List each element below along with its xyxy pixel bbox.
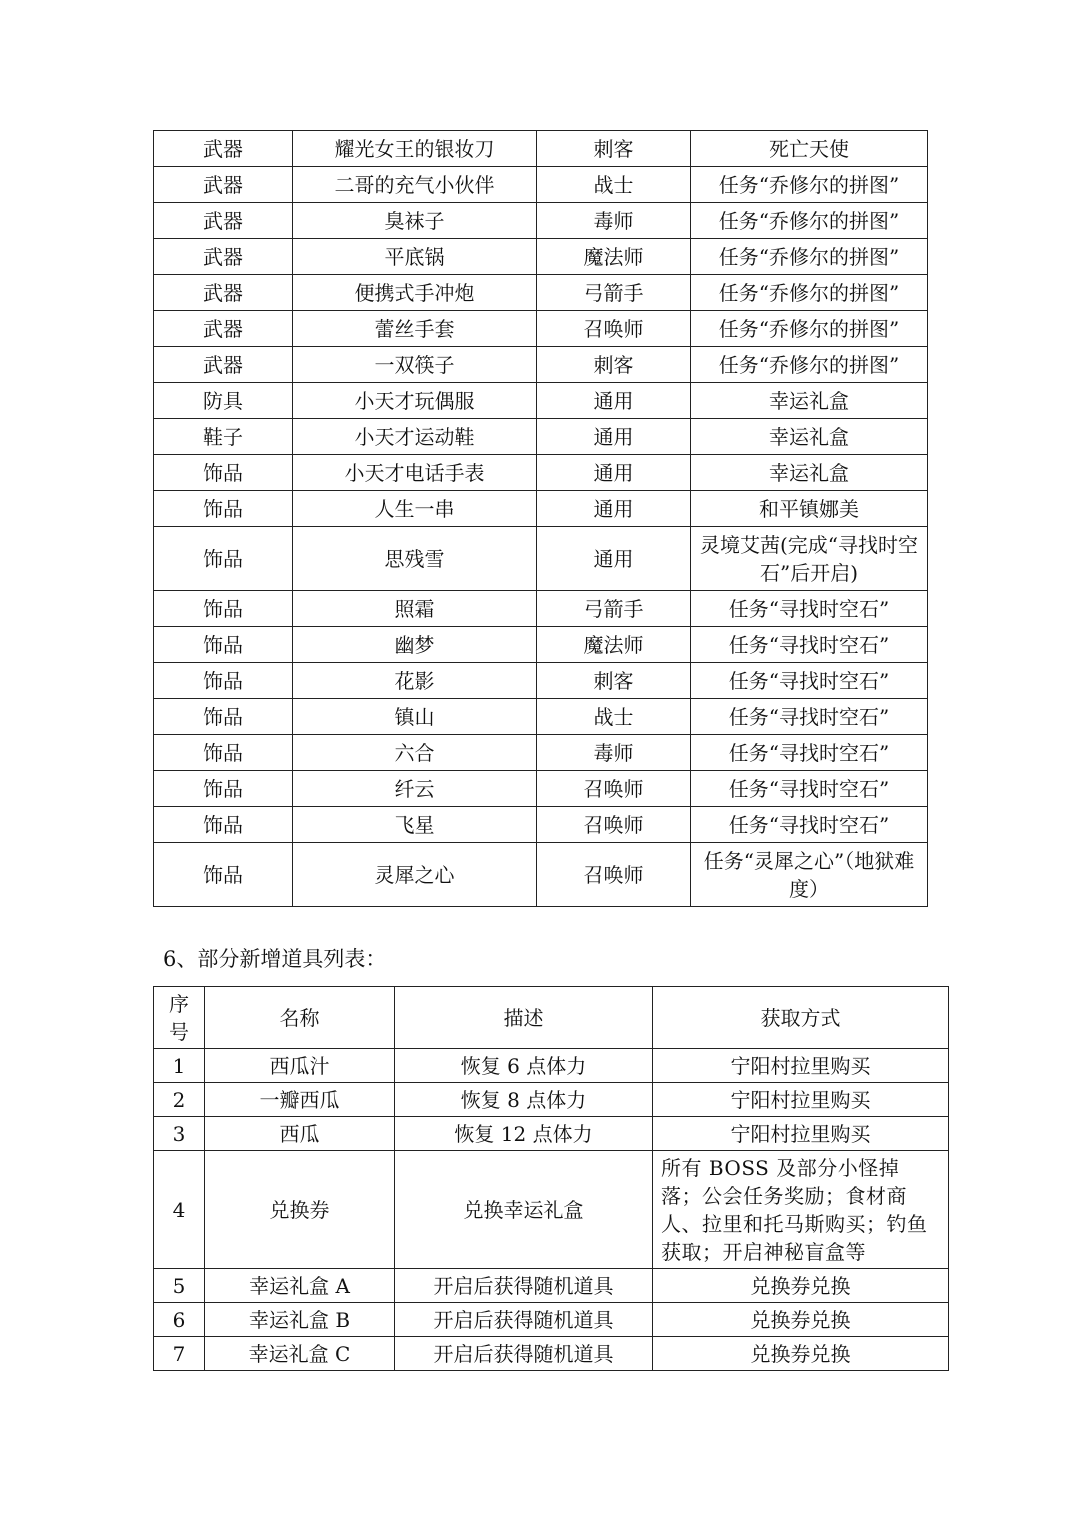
equipment-row xyxy=(154,591,928,627)
equipment-class-cell: 召唤师 xyxy=(537,807,691,843)
equipment-class-cell: 弓箭手 xyxy=(537,275,691,311)
equipment-row xyxy=(154,275,928,311)
equipment-row xyxy=(154,203,928,239)
equipment-name-cell: 小天才运动鞋 xyxy=(293,419,537,455)
equipment-source-cell: 任务“乔修尔的拼图” xyxy=(691,239,928,275)
equipment-class-cell: 刺客 xyxy=(537,663,691,699)
equipment-type-cell: 防具 xyxy=(154,383,293,419)
item-row xyxy=(154,1049,949,1083)
equipment-type-cell: 饰品 xyxy=(154,771,293,807)
equipment-row xyxy=(154,807,928,843)
equipment-class-cell: 刺客 xyxy=(537,347,691,383)
equipment-name-cell: 人生一串 xyxy=(293,491,537,527)
equipment-class-cell: 弓箭手 xyxy=(537,591,691,627)
equipment-type-cell: 饰品 xyxy=(154,627,293,663)
item-method-cell: 兑换券兑换 xyxy=(653,1303,949,1337)
equipment-name-cell: 灵犀之心 xyxy=(293,843,537,907)
equipment-type-cell: 饰品 xyxy=(154,527,293,591)
item-row xyxy=(154,1151,949,1269)
item-no-cell: 5 xyxy=(154,1269,205,1303)
equipment-row xyxy=(154,419,928,455)
equipment-name-cell: 思残雪 xyxy=(293,527,537,591)
equipment-name-cell: 一双筷子 xyxy=(293,347,537,383)
equipment-row xyxy=(154,735,928,771)
equipment-class-cell: 通用 xyxy=(537,527,691,591)
header-name: 名称 xyxy=(205,987,395,1049)
equipment-source-cell: 任务“寻找时空石” xyxy=(691,735,928,771)
item-desc-cell: 恢复 8 点体力 xyxy=(395,1083,653,1117)
item-desc-cell: 开启后获得随机道具 xyxy=(395,1303,653,1337)
equipment-type-cell: 饰品 xyxy=(154,491,293,527)
equipment-row xyxy=(154,491,928,527)
equipment-type-cell: 饰品 xyxy=(154,455,293,491)
equipment-row xyxy=(154,239,928,275)
equipment-source-cell: 和平镇娜美 xyxy=(691,491,928,527)
item-method-cell: 兑换券兑换 xyxy=(653,1269,949,1303)
equipment-row xyxy=(154,383,928,419)
equipment-name-cell: 小天才玩偶服 xyxy=(293,383,537,419)
equipment-source-cell: 任务“乔修尔的拼图” xyxy=(691,347,928,383)
equipment-class-cell: 召唤师 xyxy=(537,843,691,907)
equipment-table xyxy=(153,130,928,907)
equipment-name-cell: 幽梦 xyxy=(293,627,537,663)
equipment-row xyxy=(154,627,928,663)
equipment-name-cell: 蕾丝手套 xyxy=(293,311,537,347)
item-name-cell: 幸运礼盒 B xyxy=(205,1303,395,1337)
section-heading: 6、部分新增道具列表： xyxy=(163,947,387,971)
equipment-name-cell: 耀光女王的银妆刀 xyxy=(293,131,537,167)
equipment-class-cell: 通用 xyxy=(537,383,691,419)
item-row xyxy=(154,1303,949,1337)
equipment-source-cell: 幸运礼盒 xyxy=(691,419,928,455)
item-name-cell: 西瓜汁 xyxy=(205,1049,395,1083)
equipment-row xyxy=(154,843,928,907)
equipment-source-cell: 任务“乔修尔的拼图” xyxy=(691,203,928,239)
equipment-name-cell: 小天才电话手表 xyxy=(293,455,537,491)
equipment-name-cell: 臭袜子 xyxy=(293,203,537,239)
equipment-name-cell: 照霜 xyxy=(293,591,537,627)
equipment-class-cell: 召唤师 xyxy=(537,311,691,347)
items-table xyxy=(153,986,949,1371)
equipment-source-cell: 任务“寻找时空石” xyxy=(691,627,928,663)
equipment-class-cell: 召唤师 xyxy=(537,771,691,807)
item-no-cell: 4 xyxy=(154,1151,205,1269)
equipment-type-cell: 武器 xyxy=(154,275,293,311)
header-no: 序号 xyxy=(154,987,205,1049)
equipment-type-cell: 饰品 xyxy=(154,699,293,735)
equipment-class-cell: 战士 xyxy=(537,167,691,203)
equipment-name-cell: 平底锅 xyxy=(293,239,537,275)
equipment-source-cell: 灵境艾茜(完成“寻找时空石”后开启) xyxy=(691,527,928,591)
item-desc-cell: 开启后获得随机道具 xyxy=(395,1337,653,1371)
equipment-row xyxy=(154,455,928,491)
item-row xyxy=(154,1117,949,1151)
equipment-row xyxy=(154,311,928,347)
equipment-source-cell: 任务“乔修尔的拼图” xyxy=(691,275,928,311)
item-name-cell: 幸运礼盒 C xyxy=(205,1337,395,1371)
equipment-source-cell: 任务“乔修尔的拼图” xyxy=(691,167,928,203)
item-name-cell: 兑换券 xyxy=(205,1151,395,1269)
equipment-name-cell: 六合 xyxy=(293,735,537,771)
equipment-class-cell: 毒师 xyxy=(537,735,691,771)
item-method-cell: 宁阳村拉里购买 xyxy=(653,1049,949,1083)
header-method: 获取方式 xyxy=(653,987,949,1049)
item-method-cell: 宁阳村拉里购买 xyxy=(653,1117,949,1151)
equipment-row xyxy=(154,699,928,735)
equipment-source-cell: 任务“寻找时空石” xyxy=(691,771,928,807)
equipment-type-cell: 武器 xyxy=(154,311,293,347)
equipment-row xyxy=(154,131,928,167)
equipment-source-cell: 任务“寻找时空石” xyxy=(691,699,928,735)
equipment-type-cell: 饰品 xyxy=(154,591,293,627)
item-desc-cell: 恢复 6 点体力 xyxy=(395,1049,653,1083)
item-method-cell: 所有 BOSS 及部分小怪掉落；公会任务奖励；食材商人、拉里和托马斯购买；钓鱼获取；开启神秘盲盒等 xyxy=(653,1151,949,1269)
equipment-table-body xyxy=(154,131,928,907)
equipment-class-cell: 毒师 xyxy=(537,203,691,239)
item-no-cell: 3 xyxy=(154,1117,205,1151)
equipment-name-cell: 便携式手冲炮 xyxy=(293,275,537,311)
equipment-name-cell: 花影 xyxy=(293,663,537,699)
item-desc-cell: 开启后获得随机道具 xyxy=(395,1269,653,1303)
item-name-cell: 幸运礼盒 A xyxy=(205,1269,395,1303)
equipment-class-cell: 刺客 xyxy=(537,131,691,167)
item-row xyxy=(154,1269,949,1303)
equipment-type-cell: 武器 xyxy=(154,347,293,383)
equipment-type-cell: 饰品 xyxy=(154,807,293,843)
equipment-row xyxy=(154,347,928,383)
equipment-row xyxy=(154,663,928,699)
equipment-type-cell: 武器 xyxy=(154,167,293,203)
item-no-cell: 6 xyxy=(154,1303,205,1337)
item-desc-cell: 恢复 12 点体力 xyxy=(395,1117,653,1151)
equipment-class-cell: 战士 xyxy=(537,699,691,735)
equipment-class-cell: 通用 xyxy=(537,491,691,527)
item-name-cell: 一瓣西瓜 xyxy=(205,1083,395,1117)
equipment-type-cell: 武器 xyxy=(154,131,293,167)
equipment-type-cell: 鞋子 xyxy=(154,419,293,455)
equipment-source-cell: 任务“灵犀之心”（地狱难度） xyxy=(691,843,928,907)
item-method-cell: 宁阳村拉里购买 xyxy=(653,1083,949,1117)
equipment-source-cell: 幸运礼盒 xyxy=(691,455,928,491)
equipment-name-cell: 二哥的充气小伙伴 xyxy=(293,167,537,203)
item-method-cell: 兑换券兑换 xyxy=(653,1337,949,1371)
equipment-class-cell: 通用 xyxy=(537,455,691,491)
equipment-class-cell: 魔法师 xyxy=(537,239,691,275)
item-desc-cell: 兑换幸运礼盒 xyxy=(395,1151,653,1269)
equipment-source-cell: 任务“寻找时空石” xyxy=(691,663,928,699)
equipment-row xyxy=(154,167,928,203)
item-no-cell: 7 xyxy=(154,1337,205,1371)
equipment-type-cell: 饰品 xyxy=(154,663,293,699)
items-table-body xyxy=(154,987,949,1371)
equipment-type-cell: 武器 xyxy=(154,203,293,239)
equipment-class-cell: 魔法师 xyxy=(537,627,691,663)
equipment-row xyxy=(154,771,928,807)
equipment-type-cell: 饰品 xyxy=(154,843,293,907)
item-row xyxy=(154,1337,949,1371)
equipment-class-cell: 通用 xyxy=(537,419,691,455)
equipment-source-cell: 任务“寻找时空石” xyxy=(691,591,928,627)
item-no-cell: 2 xyxy=(154,1083,205,1117)
equipment-source-cell: 任务“乔修尔的拼图” xyxy=(691,311,928,347)
header-desc: 描述 xyxy=(395,987,653,1049)
item-no-cell: 1 xyxy=(154,1049,205,1083)
equipment-type-cell: 武器 xyxy=(154,239,293,275)
equipment-source-cell: 任务“寻找时空石” xyxy=(691,807,928,843)
equipment-source-cell: 死亡天使 xyxy=(691,131,928,167)
equipment-type-cell: 饰品 xyxy=(154,735,293,771)
equipment-name-cell: 镇山 xyxy=(293,699,537,735)
equipment-row xyxy=(154,527,928,591)
item-row xyxy=(154,1083,949,1117)
item-name-cell: 西瓜 xyxy=(205,1117,395,1151)
equipment-name-cell: 飞星 xyxy=(293,807,537,843)
items-header-row xyxy=(154,987,949,1049)
equipment-source-cell: 幸运礼盒 xyxy=(691,383,928,419)
equipment-name-cell: 纤云 xyxy=(293,771,537,807)
